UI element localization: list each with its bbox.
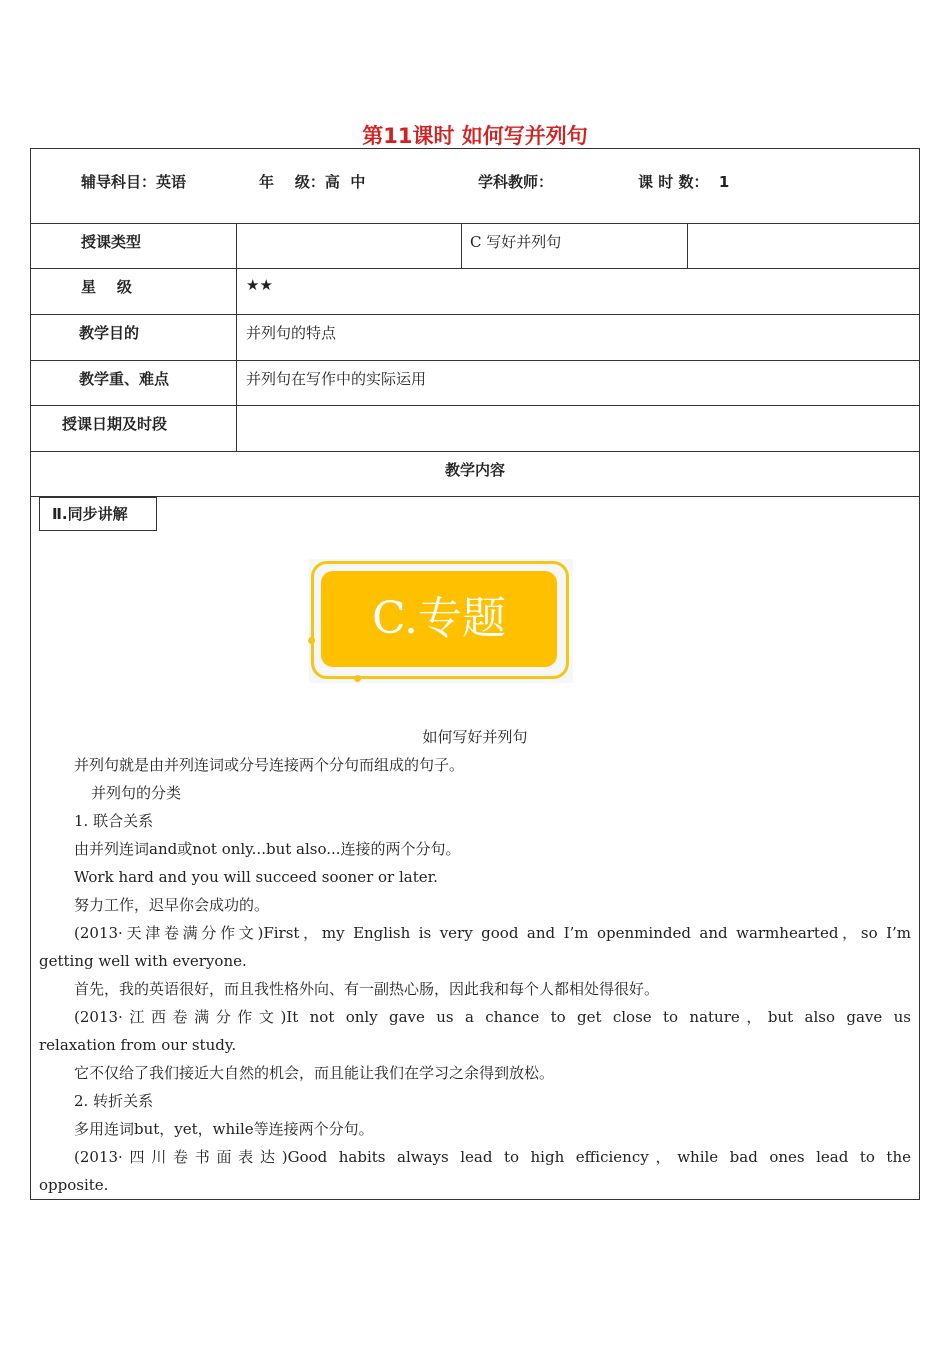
lesson-plan-table bbox=[30, 148, 920, 1200]
star-level-value: ★★ bbox=[246, 276, 273, 294]
paragraph: 努力工作，迟早你会成功的。 bbox=[74, 896, 270, 914]
badge-dot bbox=[308, 637, 315, 644]
paragraph: 2. 转折关系 bbox=[74, 1092, 154, 1110]
row-divider bbox=[31, 360, 919, 361]
paragraph: 多用连词but，yet，while等连接两个分句。 bbox=[74, 1120, 374, 1138]
paragraph: 它不仅给了我们接近大自然的机会，而且能让我们在学习之余得到放松。 bbox=[74, 1064, 555, 1082]
paragraph: (2013·天津卷满分作文)First，my English is very good and I’m openminded and warmhearted，so I’m bbox=[74, 924, 911, 942]
paragraph: Work hard and you will succeed sooner or later. bbox=[74, 868, 438, 886]
lesson-type-label: 授课类型 bbox=[81, 233, 142, 251]
paragraph: 并列句的分类 bbox=[91, 784, 182, 802]
paragraph: opposite. bbox=[39, 1176, 109, 1194]
key-points-label: 教学重、难点 bbox=[79, 370, 170, 388]
topic-badge bbox=[309, 559, 573, 683]
date-label: 授课日期及时段 bbox=[62, 415, 168, 433]
badge-text: C.专题 bbox=[321, 571, 557, 667]
lesson-count-field: 课 时 数： 1 bbox=[638, 173, 730, 191]
content-header: 教学内容 bbox=[444, 461, 505, 479]
page-title: 第11课时 如何写并列句 bbox=[362, 124, 588, 148]
column-divider bbox=[236, 223, 237, 451]
body-heading: 如何写好并列句 bbox=[422, 728, 528, 746]
row-divider bbox=[31, 405, 919, 406]
row-divider bbox=[31, 268, 919, 269]
section-label: Ⅱ.同步讲解 bbox=[39, 497, 157, 531]
row-divider bbox=[31, 314, 919, 315]
paragraph: 1. 联合关系 bbox=[74, 812, 154, 830]
paragraph: (2013·江西卷满分作文)It not only gave us a chance to get close to nature，but also gave us bbox=[74, 1008, 911, 1026]
row-divider bbox=[31, 496, 919, 497]
teacher-field: 学科教师： bbox=[478, 173, 554, 191]
paragraph: getting well with everyone. bbox=[39, 952, 247, 970]
row-divider bbox=[31, 223, 919, 224]
key-points-value: 并列句在写作中的实际运用 bbox=[246, 370, 427, 388]
star-level-label: 星 级 bbox=[81, 278, 132, 296]
grade-field: 年 级：高 中 bbox=[259, 173, 366, 191]
paragraph: (2013·四川卷书面表达)Good habits always lead to high efficiency，while bad ones lead to the bbox=[74, 1148, 911, 1166]
column-divider bbox=[687, 223, 688, 268]
objective-value: 并列句的特点 bbox=[246, 324, 337, 342]
paragraph: relaxation from our study. bbox=[39, 1036, 237, 1054]
badge-dot bbox=[354, 675, 361, 682]
paragraph: 并列句就是由并列连词或分号连接两个分句而组成的句子。 bbox=[74, 756, 465, 774]
subject-field: 辅导科目：英语 bbox=[81, 173, 187, 191]
row-divider bbox=[31, 451, 919, 452]
column-divider bbox=[461, 223, 462, 268]
lesson-type-topic: C 写好并列句 bbox=[470, 233, 562, 251]
paragraph: 首先，我的英语很好，而且我性格外向、有一副热心肠，因此我和每个人都相处得很好。 bbox=[74, 980, 660, 998]
objective-label: 教学目的 bbox=[79, 324, 140, 342]
lesson-body bbox=[39, 723, 911, 1199]
paragraph: 由并列连词and或not only...but also...连接的两个分句。 bbox=[74, 840, 461, 858]
